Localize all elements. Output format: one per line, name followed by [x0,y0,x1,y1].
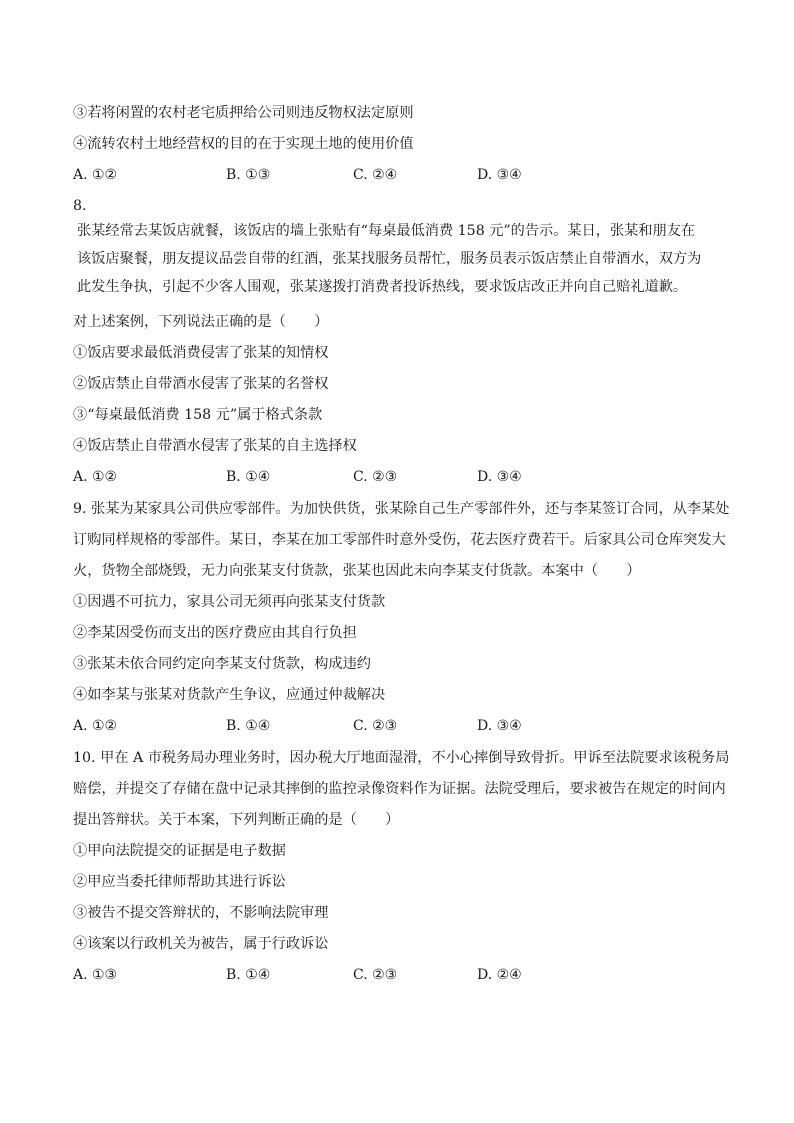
q7-option-a: A. ①② [73,167,118,183]
q10-stem-line-1: 10. 甲在 A 市税务局办理业务时，因办税大厅地面湿滑，不小心摔倒导致骨折。甲诉至法院要求该税务局 [73,750,730,766]
q7-option-d: D. ③④ [477,167,522,183]
q9-stem-line-2: 订购同样规格的零部件。某日，李某在加工零部件时意外受伤，花去医疗费若干。后家具公司仓库突发大 [73,532,726,548]
q7-option-c: C. ②④ [353,167,398,183]
q10-statement-3: ③被告不提交答辩状的，不影响法院审理 [73,905,329,921]
q8-question: 对上述案例，下列说法正确的是（ ） [73,314,329,330]
q9-statement-1: ①因遇不可抗力，家具公司无须再向张某支付货款 [73,594,386,610]
q8-statement-3: ③“每桌最低消费 158 元”属于格式条款 [73,407,323,423]
q8-number: 8. [73,198,87,214]
q8-option-d: D. ③④ [477,469,522,485]
q10-statement-2: ②甲应当委托律师帮助其进行诉讼 [73,874,286,890]
q9-stem-line-1: 9. 张某为某家具公司供应零部件。为加快供货，张某除自己生产零部件外，还与李某签订合同，从李某处 [73,501,730,517]
q9-option-a: A. ①② [73,718,118,734]
q10-statement-1: ①甲向法院提交的证据是电子数据 [73,843,286,859]
q9-option-c: C. ②③ [353,718,398,734]
q9-statement-4: ④如李某与张某对货款产生争议，应通过仲裁解决 [73,687,386,703]
q8-option-a: A. ①② [73,469,118,485]
q8-statement-2: ②饭店禁止自带酒水侵害了张某的名誉权 [73,376,329,392]
q8-stem-line-3: 此发生争执，引起不少客人围观，张某遂拨打消费者投诉热线，要求饭店改正并向自己赔礼道歉。 [77,279,688,295]
q9-stem-line-3: 火，货物全部烧毁，无力向张某支付货款，张某也因此未向李某支付货款。本案中（ ） [73,563,641,579]
q9-statement-2: ②李某因受伤而支出的医疗费应由其自行负担 [73,625,357,641]
q8-option-c: C. ②③ [353,469,398,485]
q7-statement-3: ③若将闲置的农村老宅质押给公司则违反物权法定原则 [73,105,414,121]
q8-statement-4: ④饭店禁止自带酒水侵害了张某的自主选择权 [73,438,357,454]
q7-option-b: B. ①③ [226,167,271,183]
q8-option-b: B. ①④ [226,469,271,485]
q8-stem-line-1: 张某经常去某饭店就餐，该饭店的墙上张贴有“每桌最低消费 158 元”的告示。某日，张某和朋友在 [77,223,696,239]
q9-statement-3: ③张某未依合同约定向李某支付货款，构成违约 [73,656,371,672]
q8-statement-1: ①饭店要求最低消费侵害了张某的知情权 [73,345,329,361]
q10-option-d: D. ②④ [477,967,522,983]
q9-option-b: B. ①④ [226,718,271,734]
q7-statement-4: ④流转农村土地经营权的目的在于实现土地的使用价值 [73,136,414,152]
q10-stem-line-3: 提出答辩状。关于本案，下列判断正确的是（ ） [73,812,400,828]
q10-statement-4: ④该案以行政机关为被告，属于行政诉讼 [73,936,329,952]
q10-stem-line-2: 赔偿，并提交了存储在盘中记录其摔倒的监控录像资料作为证据。法院受理后，要求被告在规定的时间内 [73,781,726,797]
q9-option-d: D. ③④ [477,718,522,734]
q10-option-a: A. ①③ [73,967,118,983]
q8-stem-line-2: 该饭店聚餐，朋友提议品尝自带的红酒，张某找服务员帮忙，服务员表示饭店禁止自带酒水，双方为 [77,251,702,267]
q10-option-c: C. ②③ [353,967,398,983]
q10-option-b: B. ①④ [226,967,271,983]
